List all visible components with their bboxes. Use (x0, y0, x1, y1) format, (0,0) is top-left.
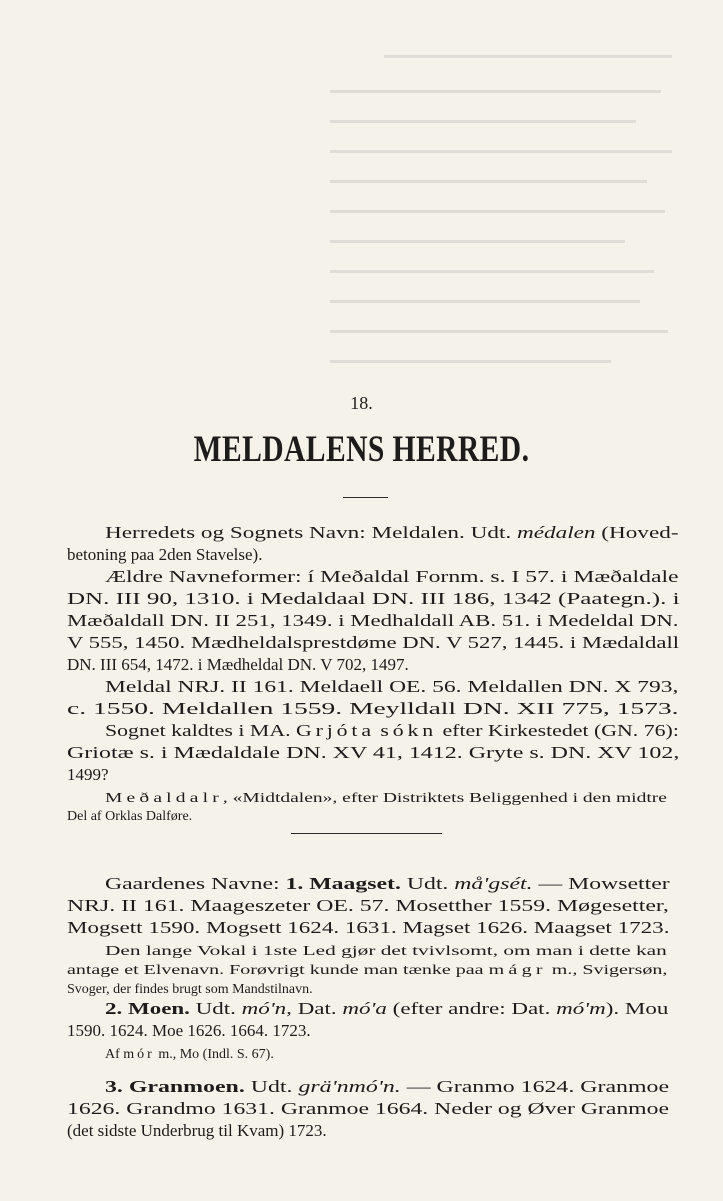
text-line: DN. III 654, 1472. i Mædheldal DN. V 702, 1497. (67, 655, 409, 674)
spaced-term: mór (123, 1047, 155, 1062)
pronunciation: grä'nmó'n. (298, 1077, 401, 1096)
text-line: Herredets og Sognets Navn: Meldalen. Udt. médalen (Hoved- (105, 523, 679, 542)
section-divider (291, 833, 442, 834)
pronunciation: mó'a (342, 999, 387, 1018)
chapter-number: 18. (350, 393, 373, 413)
text-line: 3. Granmoen. Udt. grä'nmó'n. — Granmo 1624. Granmoe (105, 1077, 670, 1096)
text-line: antage et Elvenavn. Forøvrigt kunde man tænke paa mágr m., Svigersøn, (67, 963, 668, 978)
spaced-term: Grjóta (296, 721, 375, 740)
text-line: betoning paa 2den Stavelse). (67, 545, 263, 564)
text-line: Ældre Navneformer: í Meðaldal Fornm. s. I 57. i Mæðaldale (105, 567, 679, 586)
text-line: 2. Moen. Udt. mó'n, Dat. mó'a (efter andre: Dat. mó'm). Mou (105, 999, 669, 1018)
spaced-term: sókn (380, 721, 438, 740)
text-line: Gaardenes Navne: 1. Maagset. Udt. må'gsét. — Mowsetter (105, 874, 670, 893)
text-line: Griotæ s. i Mædaldale DN. XV 41, 1412. Gryte s. DN. XV 102, (67, 743, 680, 762)
text-line: DN. III 90, 1310. i Medaldaal DN. III 186, 1342 (Paategn.). i (67, 589, 680, 608)
text-line: Mogsett 1590. Mogsett 1624. 1631. Magset 1626. Maagset 1723. (67, 918, 670, 937)
farm-heading: 1. Maagset. (285, 874, 401, 893)
text-line: (det sidste Underbrug til Kvam) 1723. (67, 1121, 327, 1140)
page-title: MELDALENS HERRED. (193, 429, 530, 470)
spaced-term: mágr (488, 963, 547, 978)
spaced-term: Meðaldalr (105, 791, 223, 806)
bleed-through-text (330, 40, 690, 370)
text-line: V 555, 1450. Mædheldalsprestdøme DN. V 527, 1445. i Mædaldall (67, 633, 680, 652)
title-divider (343, 497, 388, 498)
text-line: Svoger, der findes brugt som Mandstilnavn. (67, 982, 313, 997)
text-line: 1626. Grandmo 1631. Granmoe 1664. Neder og Øver Granmoe (67, 1099, 669, 1118)
text-line: c. 1550. Meldallen 1559. Meylldall DN. XII 775, 1573. (67, 699, 679, 718)
text-line: Den lange Vokal i 1ste Led gjør det tvivlsomt, om man i dette kan (105, 944, 667, 959)
text-line: Af mór m., Mo (Indl. S. 67). (105, 1047, 274, 1062)
farm-heading: 2. Moen. (105, 999, 190, 1018)
farm-heading: 3. Granmoen. (105, 1077, 245, 1096)
text-line: Sognet kaldtes i MA. Grjóta sókn efter Kirkestedet (GN. 76): (105, 721, 679, 740)
text-line: Meðaldalr, «Midtdalen», efter Distriktets Beliggenhed i den midtre (105, 791, 667, 806)
text-line: Mæðaldall DN. II 251, 1349. i Medhaldall AB. 51. i Medeldal DN. (67, 611, 679, 630)
text-line: NRJ. II 161. Maageszeter OE. 57. Mosetther 1559. Møgesetter, (67, 896, 669, 915)
pronunciation: mó'm (556, 999, 606, 1018)
text-line: Meldal NRJ. II 161. Meldaell OE. 56. Meldallen DN. X 793, (105, 677, 679, 696)
pronunciation: mó'n, (241, 999, 292, 1018)
pronunciation: må'gsét. (454, 874, 533, 893)
pronunciation: médalen (516, 523, 596, 542)
text-line: Del af Orklas Dalføre. (67, 809, 193, 824)
text-line: 1499? (67, 765, 109, 784)
text-line: 1590. 1624. Moe 1626. 1664. 1723. (67, 1021, 311, 1040)
